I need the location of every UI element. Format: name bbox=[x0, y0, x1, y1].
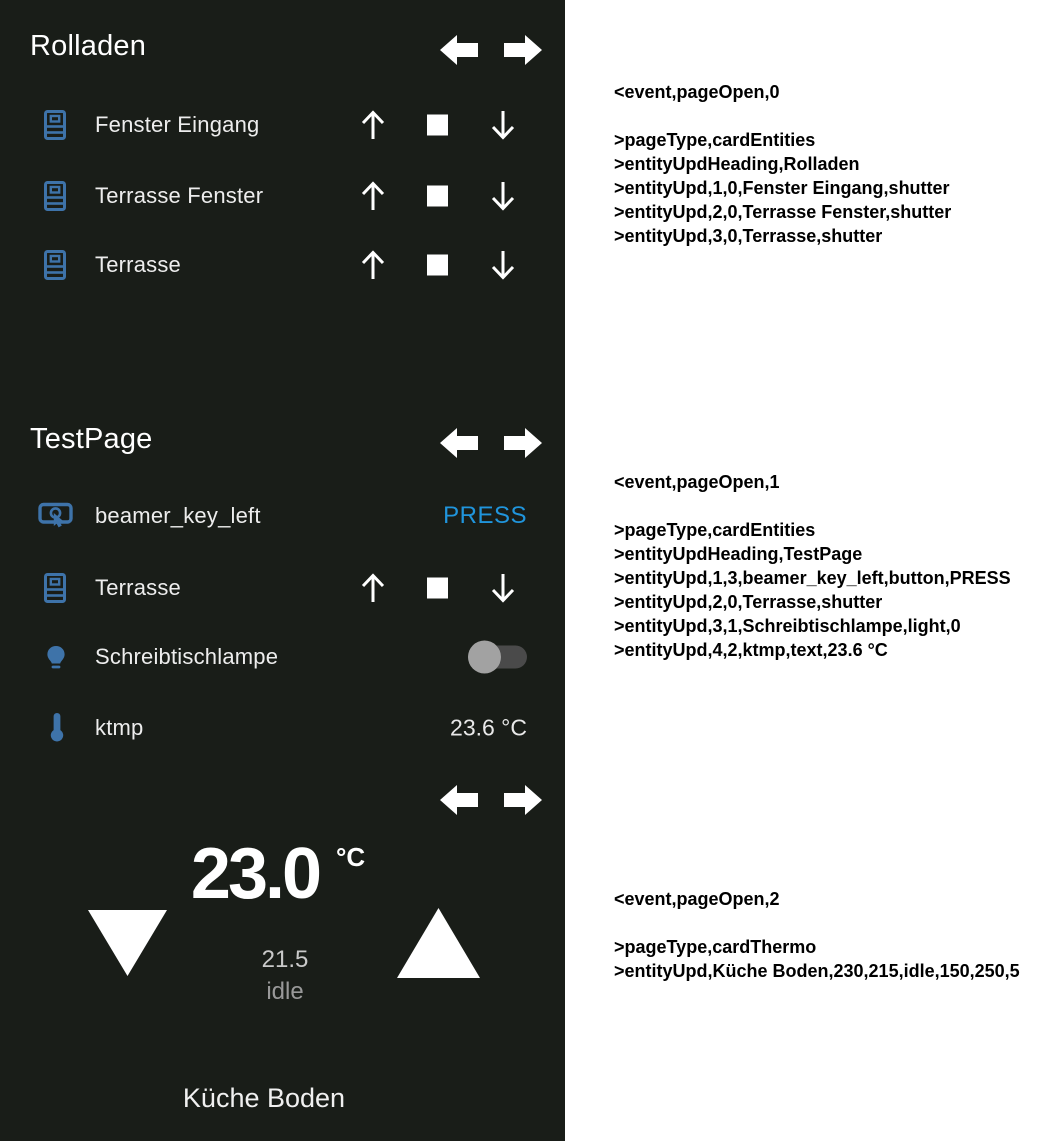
hvac-state: idle bbox=[266, 978, 304, 1005]
nav-next-button[interactable] bbox=[504, 782, 542, 818]
shutter-down-button[interactable] bbox=[487, 179, 519, 213]
shutter-up-button[interactable] bbox=[357, 179, 389, 213]
sensor-value: 23.6 °C bbox=[450, 714, 527, 741]
log-line: >pageType,cardThermo bbox=[614, 937, 817, 957]
entity-row-ktmp bbox=[0, 698, 565, 758]
temp-increase-button[interactable] bbox=[397, 908, 480, 978]
nav-prev-button[interactable] bbox=[440, 425, 478, 461]
log-line: >entityUpd,Küche Boden,230,215,idle,150,250,5 bbox=[614, 961, 1020, 981]
entity-label: ktmp bbox=[95, 715, 144, 740]
entity-row-terrasse bbox=[0, 235, 565, 295]
log-event: <event,pageOpen,0 bbox=[614, 82, 780, 102]
temperature-unit: °C bbox=[336, 842, 366, 872]
window-shutter-icon bbox=[44, 250, 66, 280]
shutter-up-button[interactable] bbox=[357, 248, 389, 282]
log-block-page0 bbox=[614, 80, 951, 248]
lightbulb-icon bbox=[44, 644, 68, 670]
shutter-stop-button[interactable] bbox=[427, 186, 448, 207]
toggle-knob bbox=[468, 641, 501, 674]
window-shutter-icon bbox=[44, 181, 66, 211]
log-line: >entityUpd,1,0,Fenster Eingang,shutter bbox=[614, 178, 950, 198]
shutter-stop-button[interactable] bbox=[427, 255, 448, 276]
nav-prev-button[interactable] bbox=[440, 782, 478, 818]
entity-label: Terrasse Fenster bbox=[95, 183, 264, 208]
shutter-down-button[interactable] bbox=[487, 108, 519, 142]
nav-next-button[interactable] bbox=[504, 32, 542, 68]
card-heading-rolladen: Rolladen bbox=[30, 30, 147, 62]
shutter-up-button[interactable] bbox=[357, 108, 389, 142]
log-line: >entityUpd,3,1,Schreibtischlampe,light,0 bbox=[614, 616, 961, 636]
log-line: >entityUpd,2,0,Terrasse,shutter bbox=[614, 592, 883, 612]
nav-next-button[interactable] bbox=[504, 425, 542, 461]
log-block-page2 bbox=[614, 887, 1020, 983]
log-line: >entityUpd,1,3,beamer_key_left,button,PRESS bbox=[614, 568, 1011, 588]
log-line: >entityUpdHeading,TestPage bbox=[614, 544, 863, 564]
temp-decrease-button[interactable] bbox=[88, 910, 167, 976]
press-button[interactable]: PRESS bbox=[443, 502, 527, 529]
nav-prev-button[interactable] bbox=[440, 32, 478, 68]
gesture-tap-button-icon bbox=[38, 501, 74, 531]
entity-label: Terrasse bbox=[95, 575, 181, 600]
shutter-stop-button[interactable] bbox=[427, 115, 448, 136]
shutter-down-button[interactable] bbox=[487, 571, 519, 605]
entity-row-terrasse-fenster bbox=[0, 166, 565, 226]
shutter-stop-button[interactable] bbox=[427, 578, 448, 599]
log-line: >pageType,cardEntities bbox=[614, 520, 816, 540]
entity-label: Schreibtischlampe bbox=[95, 644, 279, 669]
thermometer-icon bbox=[49, 712, 65, 744]
window-shutter-icon bbox=[44, 110, 66, 140]
window-shutter-icon bbox=[44, 573, 66, 603]
log-line: >entityUpd,2,0,Terrasse Fenster,shutter bbox=[614, 202, 952, 222]
log-line: >entityUpd,4,2,ktmp,text,23.6 °C bbox=[614, 640, 888, 660]
entity-row-terrasse-2 bbox=[0, 558, 565, 618]
entity-label: beamer_key_left bbox=[95, 503, 261, 528]
log-block-page1 bbox=[614, 470, 1011, 662]
target-temperature: 21.5 bbox=[261, 946, 309, 973]
shutter-up-button[interactable] bbox=[357, 571, 389, 605]
entity-row-schreibtischlampe bbox=[0, 627, 565, 687]
log-line: >pageType,cardEntities bbox=[614, 130, 816, 150]
entity-row-beamer-key-left bbox=[0, 486, 565, 546]
light-toggle-switch[interactable] bbox=[468, 641, 527, 674]
current-temperature: 23.0 bbox=[190, 834, 320, 914]
shutter-down-button[interactable] bbox=[487, 248, 519, 282]
log-event: <event,pageOpen,2 bbox=[614, 889, 780, 909]
entity-label: Terrasse bbox=[95, 252, 181, 277]
thermostat-title: Küche Boden bbox=[182, 1083, 346, 1113]
entity-row-fenster-eingang bbox=[0, 95, 565, 155]
log-line: >entityUpdHeading,Rolladen bbox=[614, 154, 860, 174]
log-event: <event,pageOpen,1 bbox=[614, 472, 780, 492]
entity-label: Fenster Eingang bbox=[95, 112, 260, 137]
card-heading-testpage: TestPage bbox=[30, 423, 153, 455]
log-line: >entityUpd,3,0,Terrasse,shutter bbox=[614, 226, 883, 246]
